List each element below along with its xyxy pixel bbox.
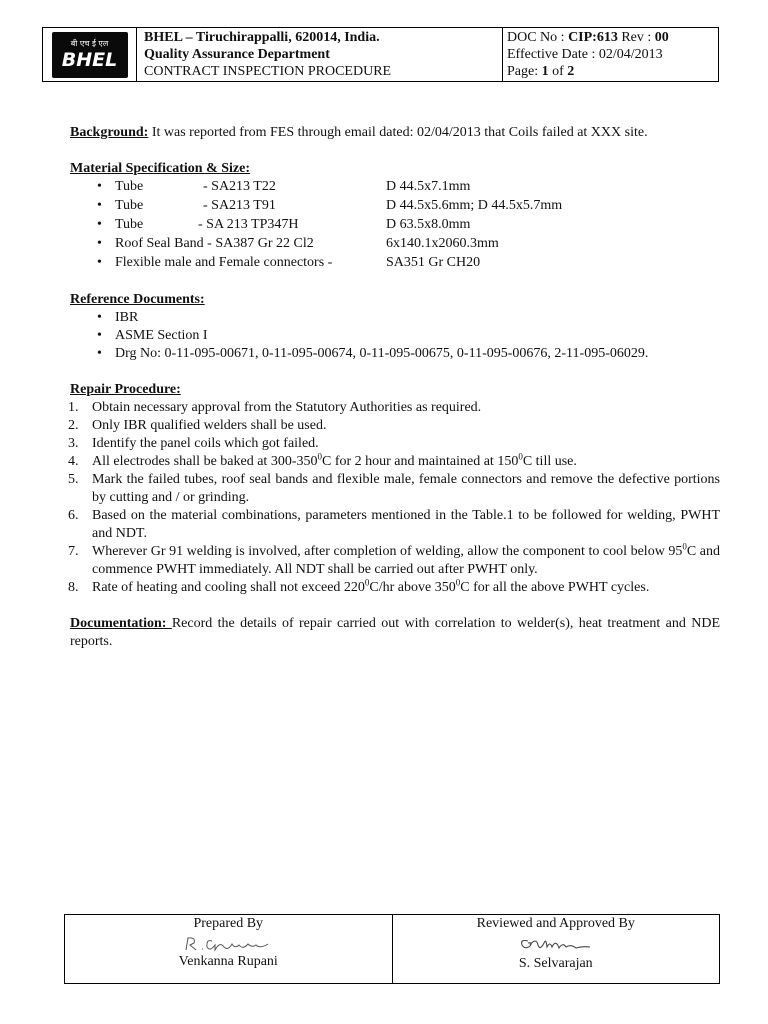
repair-step [68,579,720,597]
step-number: 5. [68,472,79,487]
logo-cell [43,28,137,81]
material-section [70,160,720,273]
repair-step [68,453,720,471]
prepared-signature [182,935,274,953]
document-body [70,124,720,651]
repair-label: Repair Procedure: [70,382,181,397]
doc-label: DOC No : [507,30,569,45]
material-row [70,178,720,197]
material-spec: - SA213 T22 [203,179,276,194]
step-text: Based on the material combinations, parameters mentioned in the Table.1 to be followed for welding, PWHT and NDT. [92,508,720,541]
material-item: • Tube [115,198,144,213]
reference-list [70,309,720,363]
effective-date: Effective Date : 02/04/2013 [507,47,663,62]
page-indicator [507,63,718,80]
page-total: 2 [567,64,575,79]
organization-cell [137,28,503,81]
repair-step [68,507,720,543]
step-text: Identify the panel coils which got failed. [92,436,319,451]
degree-sup: 0 [518,451,523,462]
reference-item: • ASME Section I [70,327,720,345]
prepared-label: Prepared By [193,916,264,931]
step-number: 2. [68,418,79,433]
material-spec: - SA 213 TP347H [198,217,299,232]
step-text-c: C for all the above PWHT cycles. [460,580,650,595]
step-text-b: C for 2 hour and maintained at 150 [321,454,519,469]
rev-label: Rev : [617,30,655,45]
material-size: D 44.5x7.1mm [386,179,471,194]
step-number: 7. [68,544,79,559]
documentation-section [70,615,720,651]
material-label: Material Specification & Size: [70,161,251,176]
repair-section [70,381,720,597]
material-row [70,235,720,254]
step-number: 3. [68,436,79,451]
step-text-b: C and commence PWHT immediately. All NDT shall be carried out after PWHT only. [92,544,720,577]
doc-info-cell [503,28,718,81]
org-name: BHEL – Tiruchirappalli, 620014, India. [144,30,380,45]
step-text: Mark the failed tubes, roof seal bands and flexible male, female connectors and remove the defective portions by cutting and / or grinding. [92,472,720,505]
procedure-title: CONTRACT INSPECTION PROCEDURE [144,64,392,79]
step-number: 8. [68,580,79,595]
documentation-text: Record the details of repair carried out with correlation to welder(s), heat treatment and NDE reports. [70,616,720,649]
doc-number-line [507,29,718,46]
page-number: 1 [541,64,549,79]
material-list [70,178,720,273]
step-text: Obtain necessary approval from the Statutory Authorities as required. [92,400,482,415]
material-item: • Roof Seal Band - SA387 Gr 22 Cl2 [115,236,314,251]
degree-sup: 0 [682,541,687,552]
step-number: 6. [68,508,79,523]
repair-step [68,417,720,435]
repair-step [68,471,720,507]
background-label: Background: [70,125,149,140]
approval-table [64,914,720,984]
material-row [70,197,720,216]
degree-sup: 0 [455,577,461,588]
material-size: 6x140.1x2060.3mm [386,236,499,251]
reference-section [70,291,720,363]
reference-item: • Drg No: 0-11-095-00671, 0-11-095-00674, 0-11-095-00675, 0-11-095-00676, 2-11-095-06029. [70,345,720,363]
repair-step [68,543,720,579]
material-row [70,254,720,273]
prepared-cell [65,915,392,983]
department-name: Quality Assurance Department [144,47,330,62]
reviewed-signature [516,935,596,955]
material-row [70,216,720,235]
step-text-a: Wherever Gr 91 welding is involved, after completion of welding, allow the component to cool below 95 [92,544,683,559]
logo-hindi-text: बी एच ई एल [70,38,109,48]
degree-sup: 0 [317,451,322,462]
reviewed-cell [392,915,720,983]
material-item: • Flexible male and Female connectors - [115,255,333,270]
step-text-c: C till use. [522,454,577,469]
documentation-label: Documentation: [70,616,172,631]
background-text: It was reported from FES through email dated: 02/04/2013 that Coils failed at XXX site. [148,125,648,140]
reviewed-name: S. Selvarajan [518,956,593,971]
material-size: D 63.5x8.0mm [386,217,471,232]
reference-label: Reference Documents: [70,292,205,307]
logo-text: BHEL [61,48,118,71]
step-text: Only IBR qualified welders shall be used. [92,418,327,433]
reference-item: • IBR [70,309,720,327]
material-item: • Tube [115,179,144,194]
material-item: • Tube [115,217,144,232]
material-spec: - SA213 T91 [203,198,276,213]
step-text-b: C/hr above 350 [369,580,456,595]
page-label: Page: [507,64,542,79]
step-text-a: Rate of heating and cooling shall not exceed 220 [92,580,365,595]
document-header [42,27,719,82]
step-number: 4. [68,454,79,469]
page-of: of [548,64,568,79]
doc-number: CIP:613 [568,30,618,45]
material-size: SA351 Gr CH20 [386,255,481,270]
degree-sup: 0 [364,577,370,588]
repair-steps [68,399,720,597]
step-number: 1. [68,400,79,415]
prepared-name: Venkanna Rupani [178,954,278,969]
step-text-a: All electrodes shall be baked at 300-350 [92,454,318,469]
background-section [70,124,720,142]
rev-number: 00 [654,30,669,45]
repair-step [68,435,720,453]
repair-step [68,399,720,417]
material-size: D 44.5x5.6mm; D 44.5x5.7mm [386,198,563,213]
bhel-logo [52,32,128,78]
reviewed-label: Reviewed and Approved By [476,916,635,931]
